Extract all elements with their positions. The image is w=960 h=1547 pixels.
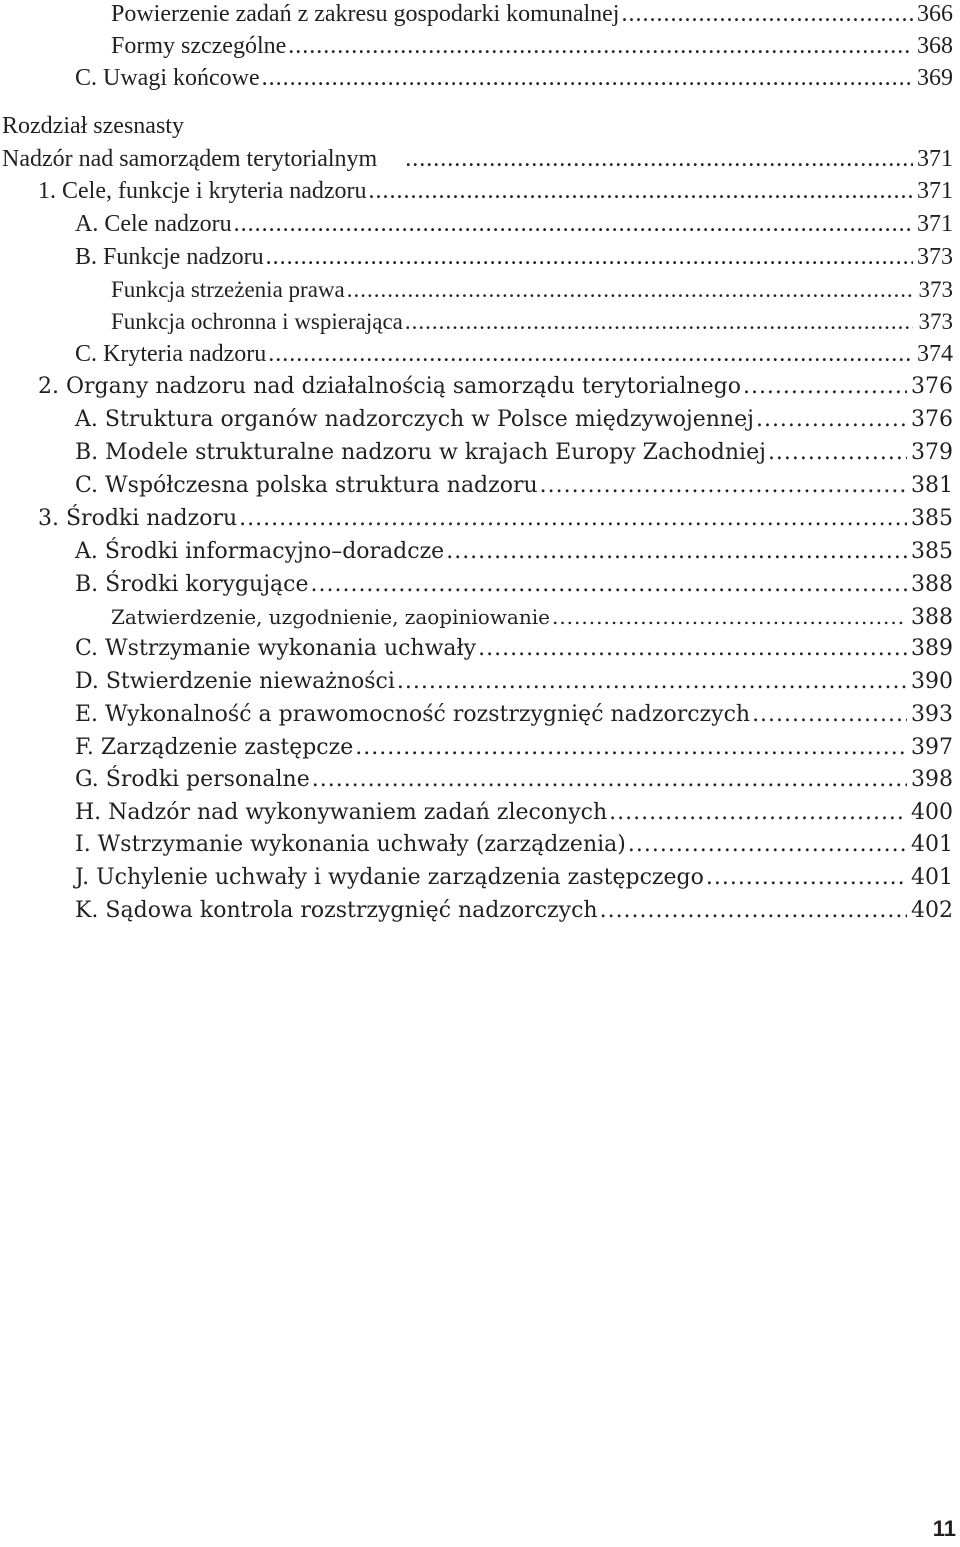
toc-entry-title: F. Zarządzenie zastępcze <box>75 735 354 760</box>
toc-entry-page: 373 <box>918 309 953 334</box>
dot-leader <box>478 633 907 665</box>
toc-entry-title: J. Uchylenie uchwały i wydanie zarządzenia zastępczego <box>75 865 704 890</box>
toc-entry <box>75 797 953 829</box>
dot-leader <box>405 306 913 338</box>
chapter-page: 371 <box>917 146 953 172</box>
toc-entry-page: 385 <box>911 539 953 564</box>
toc-entry-page: 374 <box>917 341 953 367</box>
toc-entry-title: B. Środki korygujące <box>75 572 309 597</box>
toc-entry <box>111 601 953 633</box>
dot-leader <box>756 404 907 436</box>
dot-leader <box>239 503 907 535</box>
toc-entry-page: 390 <box>911 669 953 694</box>
toc-entry-title: Formy szczególne <box>111 33 287 59</box>
toc-entry-page: 376 <box>911 407 953 432</box>
toc-entry-title: K. Sądowa kontrola rozstrzygnięć nadzorczych <box>75 898 598 923</box>
toc-entry-title: C. Współczesna polska struktura nadzoru <box>75 473 538 498</box>
dot-leader <box>405 143 913 175</box>
toc-entry <box>38 503 953 535</box>
toc-entry <box>111 306 953 338</box>
toc-entry-title: C. Uwagi końcowe <box>75 65 260 91</box>
dot-leader <box>234 208 913 240</box>
dot-leader <box>262 62 913 94</box>
toc-entry <box>75 732 953 764</box>
toc-entry <box>111 30 953 62</box>
toc-entry-page: 398 <box>911 767 953 792</box>
toc-entry-title: 3. Środki nadzoru <box>38 506 238 531</box>
toc-entry <box>75 536 953 568</box>
dot-leader <box>369 175 913 207</box>
toc-entry <box>75 470 953 502</box>
dot-leader <box>268 338 913 370</box>
toc-entry-page: 369 <box>917 65 953 91</box>
toc-entry-title: H. Nadzór nad wykonywaniem zadań zleconych <box>75 800 608 825</box>
toc-entry-title: Zatwierdzenie, uzgodnienie, zaopiniowanie <box>111 605 550 629</box>
toc-entry <box>75 62 953 94</box>
toc-entry <box>111 274 953 306</box>
dot-leader <box>355 732 907 764</box>
toc-entry <box>111 0 953 30</box>
dot-leader <box>621 0 913 30</box>
toc-entry <box>75 699 953 731</box>
toc-entry-page: 373 <box>917 244 953 270</box>
dot-leader <box>266 241 913 273</box>
dot-leader <box>609 797 907 829</box>
toc-entry-page: 388 <box>911 605 953 630</box>
toc-entry <box>38 175 953 207</box>
toc-entry <box>75 404 953 436</box>
toc-entry-title: C. Wstrzymanie wykonania uchwały <box>75 636 477 661</box>
toc-entry-page: 373 <box>918 277 953 302</box>
toc-entry-title: A. Środki informacyjno–doradcze <box>75 539 445 564</box>
dot-leader <box>706 862 907 894</box>
page-number: 11 <box>932 1516 956 1541</box>
toc-entry-title: Funkcja strzeżenia prawa <box>111 277 345 302</box>
dot-leader <box>288 30 913 62</box>
toc-entry-title: B. Modele strukturalne nadzoru w krajach Europy Zachodniej <box>75 440 766 465</box>
dot-leader <box>312 764 907 796</box>
toc-entry-title: Powierzenie zadań z zakresu gospodarki komunalnej <box>111 1 620 27</box>
toc-entry-page: 389 <box>911 636 953 661</box>
toc-entry-title: 1. Cele, funkcje i kryteria nadzoru <box>38 178 367 204</box>
toc-entry <box>75 437 953 469</box>
toc-entry-page: 371 <box>917 211 953 237</box>
dot-leader <box>743 371 907 403</box>
toc-entry <box>75 895 953 927</box>
dot-leader <box>600 895 907 927</box>
toc-entry-title: Funkcja ochronna i wspierająca <box>111 309 403 334</box>
toc-entry-page: 393 <box>911 702 953 727</box>
toc-entry-page: 366 <box>917 1 953 27</box>
toc-entry-title: B. Funkcje nadzoru <box>75 244 264 270</box>
toc-entry-title: A. Cele nadzoru <box>75 211 232 237</box>
toc-entry <box>38 371 953 403</box>
toc-entry-page: 385 <box>911 506 953 531</box>
toc-entry-page: 401 <box>911 832 953 857</box>
toc-entry-page: 388 <box>911 572 953 597</box>
toc-entry-title: G. Środki personalne <box>75 767 310 792</box>
toc-entry <box>75 569 953 601</box>
toc-entry-title: D. Stwierdzenie nieważności <box>75 669 395 694</box>
toc-entry <box>75 241 953 273</box>
toc-entry <box>75 208 953 240</box>
dot-leader <box>310 569 907 601</box>
toc-entry-page: 381 <box>911 473 953 498</box>
toc-entry-title: A. Struktura organów nadzorczych w Polsce międzywojennej <box>75 407 754 432</box>
dot-leader <box>628 829 907 861</box>
dot-leader <box>752 699 907 731</box>
dot-leader <box>446 536 907 568</box>
toc-entry-page: 379 <box>911 440 953 465</box>
toc-entry <box>75 862 953 894</box>
toc-entry-page: 400 <box>911 800 953 825</box>
dot-leader <box>540 470 907 502</box>
toc-entry-page: 401 <box>911 865 953 890</box>
dot-leader <box>397 666 907 698</box>
dot-leader <box>768 437 907 469</box>
toc-entry-page: 376 <box>911 374 953 399</box>
toc-entry-page: 371 <box>917 178 953 204</box>
toc-entry-title: I. Wstrzymanie wykonania uchwały (zarządzenia) <box>75 832 626 857</box>
toc-entry-page: 368 <box>917 33 953 59</box>
toc-entry-page: 397 <box>911 735 953 760</box>
toc-entry <box>75 764 953 796</box>
toc-entry <box>75 829 953 861</box>
toc-entry-title: C. Kryteria nadzoru <box>75 341 267 367</box>
toc-entry <box>75 633 953 665</box>
chapter-title-entry <box>2 143 953 175</box>
chapter-title: Nadzór nad samorządem terytorialnym <box>2 146 378 172</box>
toc-entry <box>75 666 953 698</box>
chapter-label: Rozdział szesnasty <box>2 113 184 139</box>
toc-entry-page: 402 <box>911 898 953 923</box>
dot-leader <box>552 601 907 633</box>
toc-entry-title: 2. Organy nadzoru nad działalnością samorządu terytorialnego <box>38 374 741 399</box>
toc-entry-title: E. Wykonalność a prawomocność rozstrzygnięć nadzorczych <box>75 702 751 727</box>
toc-entry <box>75 338 953 370</box>
dot-leader <box>347 274 913 306</box>
